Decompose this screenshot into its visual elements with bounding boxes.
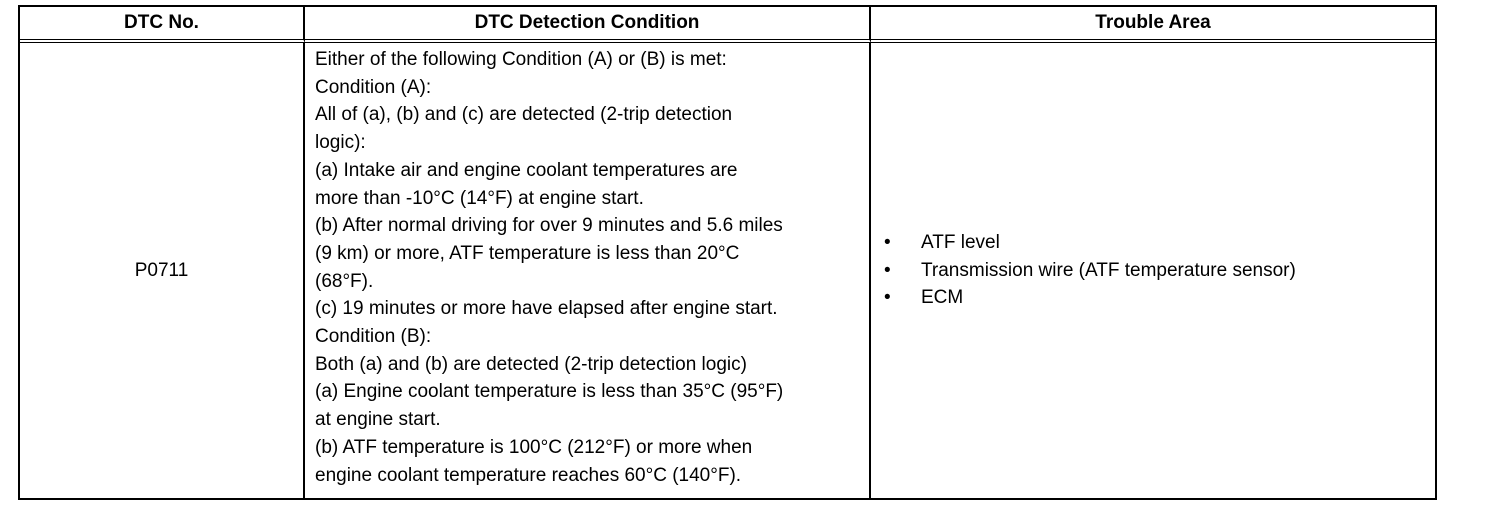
condition-line: Condition (A): [315, 76, 432, 98]
condition-line: (9 km) or more, ATF temperature is less than 20°C [315, 242, 740, 264]
trouble-area-item [881, 284, 1435, 312]
header-dtc-no: DTC No. [20, 7, 305, 43]
trouble-area-text: Transmission wire (ATF temperature sensor) [921, 259, 1296, 281]
dtc-code-cell [20, 43, 305, 498]
condition-line: (a) Intake air and engine coolant temperatures are [315, 159, 738, 181]
bullet-marker: • [884, 287, 891, 309]
condition-line: (68°F). [315, 270, 374, 292]
header-row [20, 7, 1435, 43]
trouble-area-text: ECM [921, 287, 964, 309]
condition-line: Condition (B): [315, 326, 432, 348]
condition-line: (c) 19 minutes or more have elapsed after engine start. [315, 298, 778, 320]
condition-line: at engine start. [315, 409, 441, 431]
condition-line: (a) Engine coolant temperature is less than 35°C (95°F) [315, 381, 784, 403]
trouble-area-cell [871, 43, 1435, 498]
trouble-area-item [881, 229, 1435, 257]
bullet-marker: • [884, 231, 891, 253]
header-trouble-area: Trouble Area [871, 7, 1435, 43]
trouble-area-text: ATF level [921, 231, 1000, 253]
condition-line: Both (a) and (b) are detected (2-trip detection logic) [315, 353, 747, 375]
bullet-marker: • [884, 259, 891, 281]
trouble-area-list [881, 229, 1435, 312]
condition-line: engine coolant temperature reaches 60°C (140°F). [315, 464, 742, 486]
table-row [20, 43, 1435, 498]
dtc-code: P0711 [134, 259, 189, 281]
dtc-table [18, 5, 1437, 500]
header-detection-condition: DTC Detection Condition [305, 7, 871, 43]
detection-condition-cell [305, 43, 871, 498]
condition-line: more than -10°C (14°F) at engine start. [315, 187, 644, 209]
condition-line: (b) ATF temperature is 100°C (212°F) or more when [315, 436, 753, 458]
condition-line: Either of the following Condition (A) or (B) is met: [315, 49, 727, 70]
trouble-area-item [881, 257, 1435, 285]
condition-line: All of (a), (b) and (c) are detected (2-trip detection [315, 104, 733, 126]
condition-line: logic): [315, 132, 366, 154]
condition-line: (b) After normal driving for over 9 minutes and 5.6 miles [315, 215, 783, 237]
